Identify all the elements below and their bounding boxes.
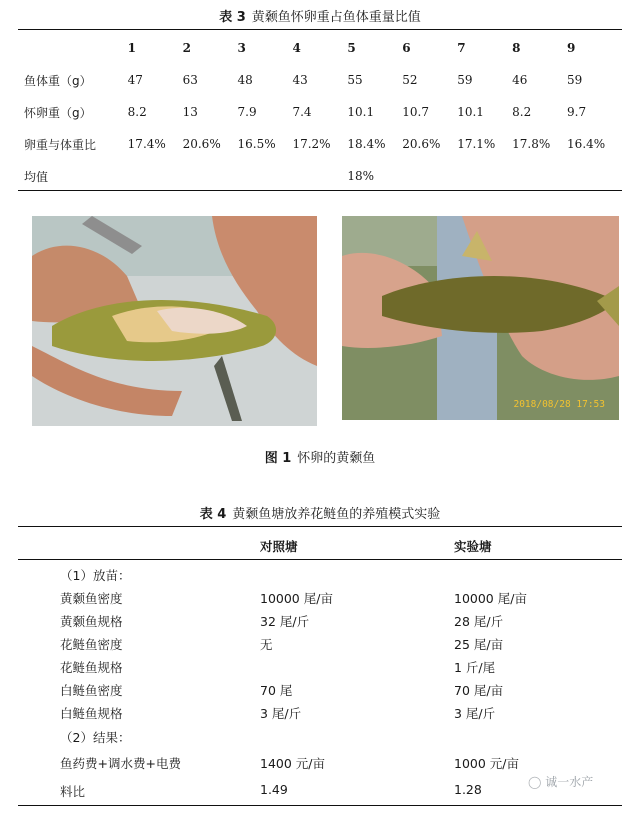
table-cell: 17.4%	[127, 137, 166, 151]
table3-col-header: 5	[347, 41, 356, 55]
table-cell: 48	[237, 73, 253, 87]
mean-value: 18%	[347, 169, 375, 183]
fish-photo-right	[342, 216, 619, 420]
table3-caption	[0, 6, 640, 25]
table-row	[18, 655, 622, 678]
table-cell: 20.6%	[182, 137, 221, 151]
table-row	[18, 751, 622, 774]
table-cell: 1 斤/尾	[454, 660, 496, 675]
row-label: 料比	[60, 784, 86, 799]
table-cell: 16.5%	[237, 137, 276, 151]
table-cell: 32 尾/斤	[260, 614, 310, 629]
fish-photo-left	[32, 216, 317, 426]
table-cell: 63	[182, 73, 198, 87]
table-cell: 59	[457, 73, 473, 87]
table-cell: 55	[347, 73, 363, 87]
table4-bottom-rule	[18, 805, 622, 806]
table-cell: 43	[292, 73, 308, 87]
table-row	[18, 725, 622, 748]
table-cell: 无	[260, 637, 273, 652]
table-row	[18, 609, 622, 632]
table4-top-rule	[18, 526, 622, 527]
table-cell: 9.7	[567, 105, 587, 119]
table4-caption	[0, 503, 640, 522]
table3-col-header: 1	[127, 41, 137, 55]
table-cell: 46	[512, 73, 528, 87]
row-label: 鱼体重（g）	[24, 73, 92, 88]
table-cell: 7.4	[292, 105, 312, 119]
table3-number: 表 3	[219, 10, 246, 25]
table-cell: 10.1	[347, 105, 375, 119]
table-cell: 1.49	[260, 782, 288, 797]
table4-number: 表 4	[199, 507, 227, 522]
table-row	[18, 586, 622, 609]
wechat-icon: ◯	[528, 775, 542, 789]
table3	[18, 32, 622, 192]
table-cell: 17.1%	[457, 137, 496, 151]
table-cell: 3 尾/斤	[454, 706, 496, 721]
table-cell: 1400 元/亩	[260, 756, 325, 771]
table-cell: 17.8%	[512, 137, 551, 151]
row-label: 花鲢鱼规格	[60, 660, 123, 675]
row-label: 均值	[24, 169, 49, 184]
figure1-caption	[0, 447, 640, 466]
figure1-title: 怀卵的黄颡鱼	[297, 451, 376, 466]
table-cell: 52	[402, 73, 418, 87]
table-cell: 8.2	[512, 105, 532, 119]
figure1-number: 图 1	[264, 451, 292, 466]
table-cell: 17.2%	[292, 137, 331, 151]
table4-header-row	[18, 534, 622, 557]
table-cell: 13	[182, 105, 198, 119]
row-label: 鱼药费+调水费+电费	[60, 756, 181, 771]
table-cell: 10000 尾/亩	[260, 591, 333, 606]
table-cell: 70 尾	[260, 683, 293, 698]
row-label: 白鲢鱼密度	[60, 683, 123, 698]
fish-side-photo-icon	[342, 216, 619, 420]
table3-bottom-rule	[18, 190, 622, 191]
table-cell: 7.9	[237, 105, 257, 119]
table-cell: 59	[567, 73, 583, 87]
row-label: 怀卵重（g）	[24, 105, 92, 120]
watermark	[528, 773, 593, 790]
table-cell: 10.1	[457, 105, 484, 119]
row-label: 卵重与体重比	[24, 137, 97, 152]
table-row-mean	[18, 160, 622, 192]
table3-col-header: 8	[512, 41, 521, 55]
table-cell: 10000 尾/亩	[454, 591, 527, 606]
table-row	[18, 563, 622, 586]
table3-col-header: 4	[292, 41, 301, 55]
table-cell: 1000 元/亩	[454, 756, 519, 771]
table3-title: 黄颡鱼怀卵重占鱼体重量比值	[251, 10, 421, 25]
table-row	[18, 632, 622, 655]
table3-header-row	[18, 32, 622, 64]
row-label: 黄颡鱼规格	[60, 614, 123, 629]
watermark-text: 诚一水产	[545, 775, 594, 789]
table-cell: 25 尾/亩	[454, 637, 504, 652]
table-row	[18, 96, 622, 128]
table-row	[18, 701, 622, 724]
table3-col-header: 3	[237, 41, 246, 55]
table3-col-header: 9	[567, 41, 576, 55]
table3-col-header: 2	[182, 41, 191, 55]
table3-top-rule	[18, 29, 622, 30]
col-header-experiment: 实验塘	[454, 539, 492, 554]
table-cell: 20.6%	[402, 137, 441, 151]
table4-title: 黄颡鱼塘放养花鲢鱼的养殖模式实验	[232, 507, 441, 522]
fish-belly-photo-icon	[32, 216, 317, 426]
table-row	[18, 64, 622, 96]
table3-col-header: 6	[402, 41, 411, 55]
table-cell: 47	[127, 73, 143, 87]
col-header-control: 对照塘	[260, 539, 298, 554]
row-label: 花鲢鱼密度	[60, 637, 123, 652]
table-cell: 1.28	[454, 782, 482, 797]
table-cell: 16.4%	[567, 137, 606, 151]
table-cell: 8.2	[127, 105, 147, 119]
table-cell: 28 尾/斤	[454, 614, 504, 629]
row-label: 白鲢鱼规格	[60, 706, 123, 721]
table3-col-header: 7	[457, 41, 466, 55]
row-label: 黄颡鱼密度	[60, 591, 123, 606]
table-cell: 18.4%	[347, 137, 386, 151]
table-cell: 70 尾/亩	[454, 683, 504, 698]
row-label: （1）放苗：	[60, 568, 131, 583]
photo-timestamp: 2018/08/28 17:53	[513, 399, 605, 410]
row-label: （2）结果：	[60, 730, 131, 745]
table-cell: 10.7	[402, 105, 429, 119]
table-cell: 3 尾/斤	[260, 706, 302, 721]
table-row	[18, 128, 622, 160]
table-row	[18, 678, 622, 701]
table4-header-rule	[18, 559, 622, 560]
